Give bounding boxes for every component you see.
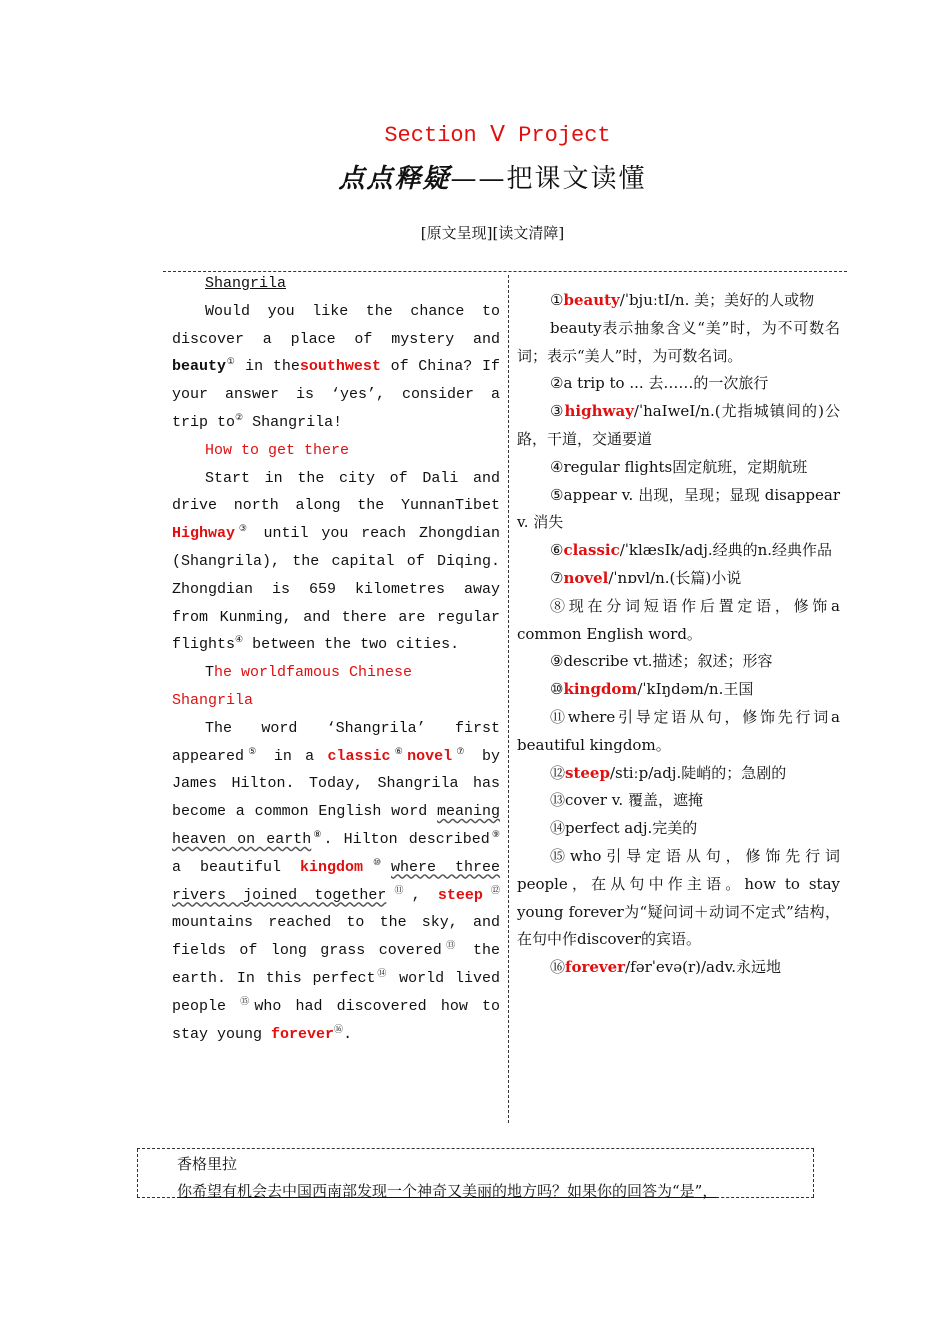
note-number: ⑩ (550, 680, 564, 699)
heading-world-famous: The worldfamous Chinese Shangrila (172, 664, 413, 709)
note-number: ⑨ (550, 652, 564, 671)
note-item (517, 370, 840, 398)
note-item (517, 704, 840, 760)
column-divider (508, 275, 509, 1123)
paragraph-3: The word ‘Shangrila’ first appeared⑤ in a classic⑥novel⑦ by James Hilton. Today, Shangrila has become a common English word meaning heaven on earth⑧. Hilton described⑨ a beautiful kingdom⑩where three rivers joined together⑪, steep⑫ mountains reached to the sky, and fields of long grass covered⑬ the earth. In this perfect⑭ world lived people ⑮who had discovered how to stay young forever⑯. (172, 719, 500, 1043)
paragraph-2: Start in the city of Dali and drive north along the YunnanTibet Highway③ until you reach Zhongdian (Shangrila), the capital of Diqing. Zhongdian is 659 kilometres away from Kunming, and there are regular flights④ between the two cities. (172, 469, 500, 654)
subtitle-bold: 点点释疑 (338, 164, 451, 194)
note-item (517, 787, 840, 815)
note-number: ⑯ (550, 958, 566, 977)
note-text: cover v. 覆盖，遮掩 (565, 791, 703, 810)
note-text: where引导定语从句，修饰先行词a beautiful kingdom。 (517, 707, 840, 754)
note-text: 现在分词短语作后置定语，修饰a common English word。 (517, 596, 840, 643)
note-keyword: novel (563, 568, 609, 587)
note-text: /ˈklæsIk/adj.经典的n.经典作品 (619, 541, 833, 560)
note-keyword: kingdom (563, 680, 638, 699)
notes-column (517, 287, 840, 982)
note-text: beauty表示抽象含义“美”时，为不可数名词；表示“美人”时，为可数名词。 (517, 318, 840, 365)
page-subtitle (0, 158, 950, 195)
note-number: ② (550, 374, 564, 393)
note-number: ④ (550, 457, 564, 476)
note-item (517, 482, 840, 538)
note-item (517, 815, 840, 843)
translation-box (137, 1148, 814, 1198)
note-text: /ˈnɒvl/n.(长篇)小说 (608, 568, 742, 587)
note-text: /ˈhaIweI/n.(尤指城镇间的)公路，干道，交通要道 (517, 402, 840, 448)
note-item (517, 676, 840, 704)
note-item (517, 398, 840, 454)
note-item (517, 648, 840, 676)
note-number: ⑭ (550, 819, 566, 838)
subtitle-rest: ——把课文读懂 (450, 164, 647, 194)
note-text: /stiːp/adj.陡峭的；急剧的 (609, 763, 787, 782)
note-item (517, 287, 840, 315)
note-item (517, 454, 840, 482)
translation-title: 香格里拉 (177, 1155, 238, 1173)
note-item (517, 760, 840, 788)
translation-line: 你希望有机会去中国西南部发现一个神奇又美丽的地方吗？如果你的回答为“是”， (177, 1182, 718, 1200)
note-keyword: classic (563, 541, 620, 560)
note-number: ① (550, 291, 564, 309)
note-item (517, 593, 840, 649)
note-keyword: forever (565, 958, 626, 977)
note-item (517, 537, 840, 565)
note-text: regular flights固定航班，定期航班 (563, 457, 808, 476)
tagline: [原文呈现][读文清障] (420, 224, 565, 242)
original-text-column (172, 270, 500, 1048)
note-text: a trip to ... 去……的一次旅行 (563, 374, 769, 393)
note-number: ⑪ (550, 707, 568, 726)
note-number: ③ (550, 402, 565, 421)
note-number: ⑦ (550, 568, 564, 587)
section-title: Section Ⅴ Project (384, 123, 611, 148)
note-number: ⑬ (550, 791, 566, 810)
note-keyword: highway (564, 402, 634, 421)
paragraph-1: Would you like the chance to discover a place of mystery and beauty① in thesouthwest of China? If your answer is ‘yes’, consider a trip to② Shangrila! (172, 302, 500, 431)
box-left-edge (137, 1149, 138, 1197)
note-keyword: steep (565, 763, 610, 782)
note-item (517, 315, 840, 371)
note-number: ⑤ (550, 485, 564, 504)
note-text: appear v. 出现，呈现；显现 disappear v. 消失 (517, 485, 841, 532)
note-keyword: beauty (563, 291, 620, 309)
passage-title: Shangrila (205, 275, 287, 292)
note-number: ⑧ (550, 596, 569, 615)
note-text: /fərˈevə(r)/adv.永远地 (625, 958, 782, 977)
note-text: /ˈbjuːtI/n. 美；美好的人或物 (619, 291, 815, 309)
note-item (517, 843, 840, 954)
box-right-edge (813, 1149, 814, 1197)
note-number: ⑫ (550, 763, 566, 782)
note-number: ⑮ (550, 846, 570, 865)
note-number: ⑥ (550, 541, 564, 560)
note-text: describe vt.描述；叙述；形容 (563, 652, 773, 671)
heading-how-to-get-there: How to get there (205, 441, 350, 459)
note-text: who引导定语从句，修饰先行词people，在从句中作主语。how to stay young forever为“疑问词＋动词不定式”结构，在句中作discover的宾语。 (517, 846, 840, 949)
note-text: perfect adj.完美的 (565, 819, 698, 838)
note-text: /ˈkIŋdəm/n.王国 (637, 680, 754, 699)
note-item (517, 954, 840, 982)
note-item (517, 565, 840, 593)
